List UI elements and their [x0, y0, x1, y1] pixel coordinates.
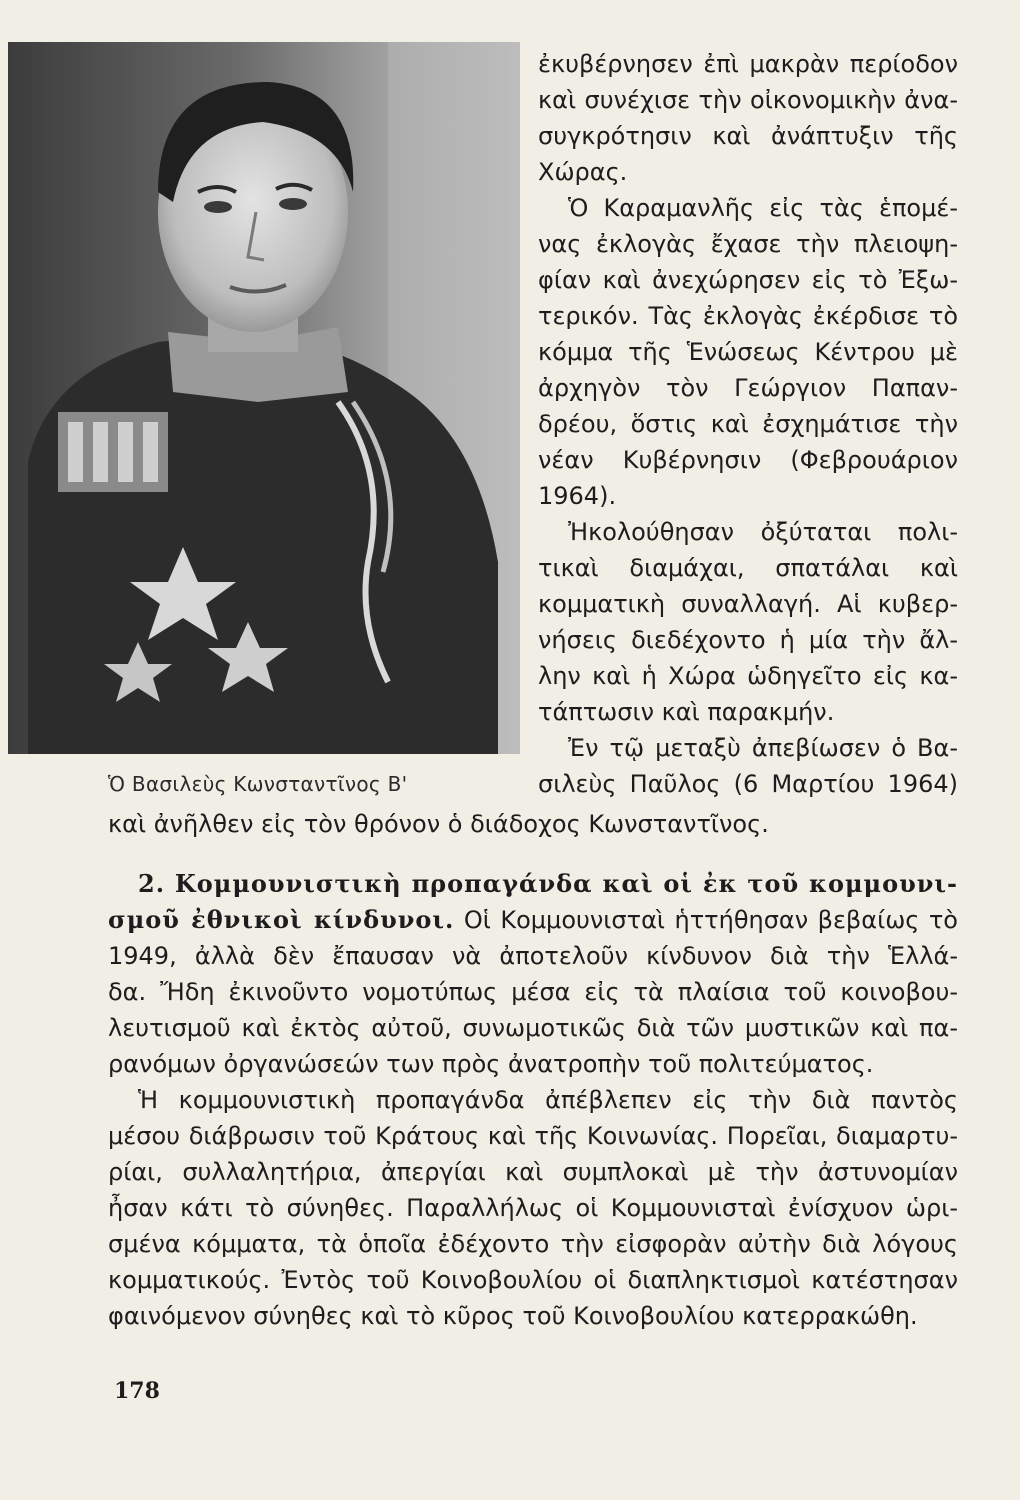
paragraph-cont — [538, 550, 958, 730]
text-line: ἦσαν κάτι τὸ σύνηθες. Παραλλήλως οἱ Κομμουνισταὶ ἐνίσχυον ὡρι- — [108, 1194, 958, 1222]
paragraph — [538, 514, 958, 550]
text-line: τάπτωσιν καὶ παρακμήν. — [538, 698, 835, 726]
text-line: κομματικούς. Ἐντὸς τοῦ Κοινοβουλίου οἱ διαπληκτισμοὶ κατέστησαν — [108, 1266, 958, 1294]
text-fragment: Οἱ Κομμουνισταὶ ἡττήθησαν βεβαίως τὸ — [454, 906, 958, 934]
paragraph — [538, 730, 958, 766]
text-line: Χώρας. — [538, 158, 628, 186]
text-line: σμένα κόμματα, τὰ ὁποῖα ἐδέχοντο τὴν εἰσφορὰν αὐτὴν διὰ λόγους — [108, 1230, 958, 1258]
photo-caption: Ὁ Βασιλεὺς Κωνσταντῖνος Β' — [108, 772, 408, 796]
paragraph-cont — [538, 226, 958, 514]
text-line: δρέου, ὅστις καὶ ἐσχημάτισε τὴν — [538, 410, 958, 438]
portrait-photo — [8, 42, 520, 754]
text-line: καὶ συνέχισε τὴν οἰκονομικὴν ἀνα- — [538, 86, 958, 114]
section-heading-cont: σμοῦ ἐθνικοὶ κίνδυνοι. — [108, 905, 455, 934]
text-line: Ὁ Καραμανλῆς εἰς τὰς ἑπομέ- — [568, 194, 958, 222]
text-line: ρανόμων ὀργανώσεών των πρὸς ἀνατροπὴν τοῦ πολιτεύματος. — [108, 1050, 874, 1078]
text-line: μέσου διάβρωσιν τοῦ Κράτους καὶ τῆς Κοινωνίας. Πορεῖαι, διαμαρτυ- — [108, 1122, 958, 1150]
text-line: λευτισμοῦ καὶ ἐκτὸς αὐτοῦ, συνωμοτικῶς διὰ τῶν μυστικῶν καὶ πα- — [108, 1014, 958, 1042]
text-line: Ἐν τῷ μεταξὺ ἀπεβίωσεν ὁ Βα- — [568, 734, 958, 762]
text-line: 1949, ἀλλὰ δὲν ἔπαυσαν νὰ ἀποτελοῦν κίνδυνον διὰ τὴν Ἑλλά- — [108, 942, 958, 970]
text-line: ἀρχηγὸν τὸν Γεώργιον Παπαν- — [538, 374, 958, 402]
text-line: νέαν Κυβέρνησιν (Φεβρουάριον — [538, 446, 958, 474]
paragraph-cont — [538, 766, 958, 802]
paragraph — [538, 46, 958, 190]
full-width-text — [108, 806, 958, 1334]
text-line: 1964). — [538, 482, 617, 510]
text-line — [108, 902, 958, 938]
text-line: καὶ ἀνῆλθεν εἰς τὸν θρόνον ὁ διάδοχος Κωνσταντῖνος. — [108, 810, 769, 838]
page-number: 178 — [114, 1378, 160, 1404]
text-line: νήσεις διεδέχοντο ἡ μία τὴν ἄλ- — [538, 626, 958, 654]
text-line: Ἡ κομμουνιστικὴ προπαγάνδα ἀπέβλεπεν εἰς τὴν διὰ παντὸς — [138, 1086, 958, 1114]
paragraph — [538, 190, 958, 226]
right-column-text — [538, 46, 958, 802]
text-line: Ἠκολούθησαν ὀξύταται πολι- — [568, 518, 958, 546]
text-line: φαινόμενον σύνηθες καὶ τὸ κῦρος τοῦ Κοινοβουλίου κατερρακώθη. — [108, 1302, 918, 1330]
text-line: ρίαι, συλλαλητήρια, ἀπεργίαι καὶ συμπλοκαὶ μὲ τὴν ἀστυνομίαν — [108, 1158, 958, 1186]
text-line: συγκρότησιν καὶ ἀνάπτυξιν τῆς — [538, 122, 958, 150]
text-line: νας ἐκλογὰς ἔχασε τὴν πλειοψη- — [538, 230, 958, 258]
text-line: κομματικὴ συναλλαγή. Αἱ κυβερ- — [538, 590, 958, 618]
text-line: σιλεὺς Παῦλος (6 Μαρτίου 1964) — [538, 770, 958, 798]
text-line: τικαὶ διαμάχαι, σπατάλαι καὶ — [538, 554, 958, 582]
text-line: κόμμα τῆς Ἑνώσεως Κέντρου μὲ — [538, 338, 958, 366]
portrait-illustration — [8, 42, 520, 754]
text-line: λην καὶ ἡ Χώρα ὡδηγεῖτο εἰς κα- — [538, 662, 958, 690]
text-line: δα. Ἤδη ἐκινοῦντο νομοτύπως μέσα εἰς τὰ πλαίσια τοῦ κοινοβου- — [108, 978, 958, 1006]
text-line: τερικόν. Τὰς ἐκλογὰς ἐκέρδισε τὸ — [538, 302, 958, 330]
section-heading: 2. Κομμουνιστικὴ προπαγάνδα καὶ οἱ ἐκ τοῦ κομμουνι- — [138, 869, 958, 898]
text-line: ἐκυβέρνησεν ἐπὶ μακρὰν περίοδον — [538, 50, 958, 78]
text-line: φίαν καὶ ἀνεχώρησεν εἰς τὸ Ἐξω- — [538, 266, 958, 294]
